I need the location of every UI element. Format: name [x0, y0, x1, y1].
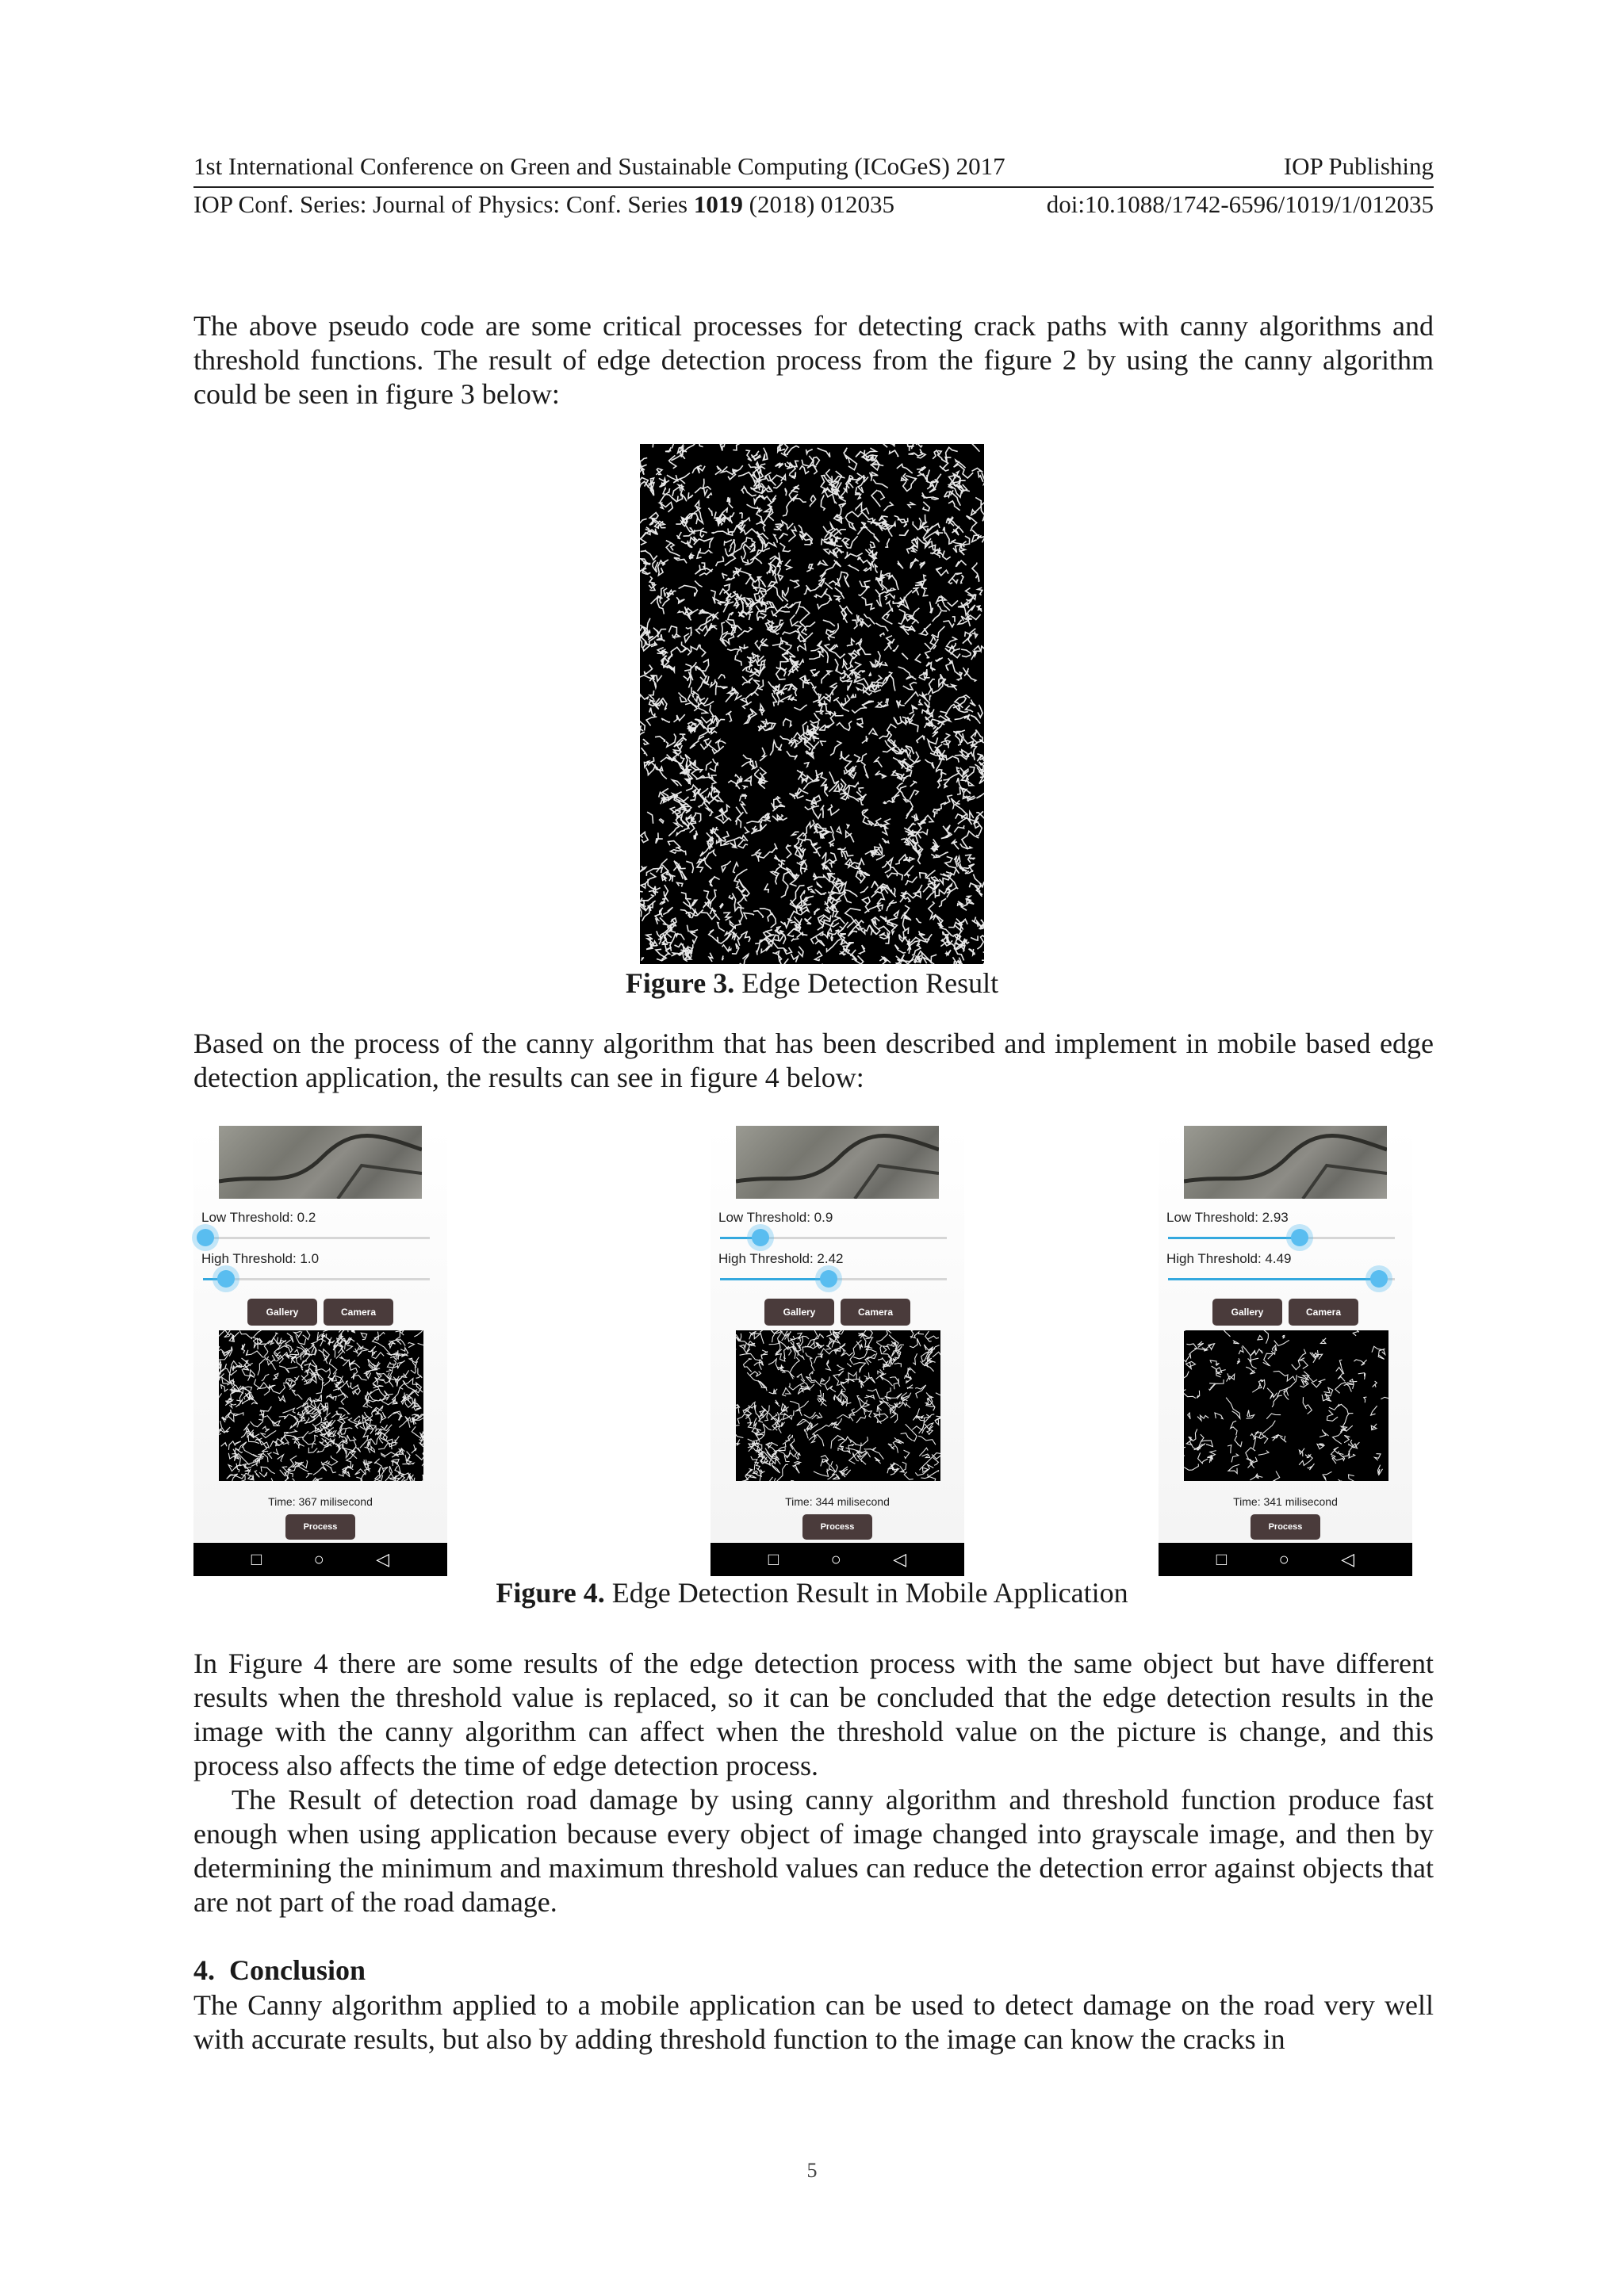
- process-button[interactable]: Process: [802, 1514, 872, 1540]
- figure-3-image: [640, 444, 984, 964]
- square-icon[interactable]: □: [1216, 1549, 1228, 1569]
- slider-thumb[interactable]: [752, 1229, 769, 1246]
- gallery-button[interactable]: Gallery: [247, 1299, 317, 1326]
- slider-thumb[interactable]: [1291, 1229, 1308, 1246]
- triangle-icon[interactable]: ◁: [376, 1549, 390, 1569]
- header-rule: [193, 186, 1434, 188]
- low-threshold-label: Low Threshold: 0.2: [201, 1210, 316, 1225]
- page-number: 5: [806, 2159, 818, 2182]
- processing-time: Time: 367 milisecond: [268, 1495, 373, 1508]
- slider-thumb[interactable]: [820, 1270, 837, 1288]
- circle-icon[interactable]: ○: [1278, 1549, 1289, 1569]
- high-threshold-slider[interactable]: [720, 1278, 947, 1280]
- section-number: 4.: [193, 1954, 215, 1986]
- low-threshold-slider[interactable]: [203, 1237, 430, 1239]
- high-threshold-slider[interactable]: [1168, 1278, 1395, 1280]
- gallery-button[interactable]: Gallery: [764, 1299, 834, 1326]
- phone-screenshot-1: [193, 1126, 447, 1576]
- publisher-name: IOP Publishing: [1283, 152, 1434, 180]
- camera-button[interactable]: Camera: [841, 1299, 910, 1326]
- process-button[interactable]: Process: [1251, 1514, 1320, 1540]
- circle-icon[interactable]: ○: [830, 1549, 841, 1569]
- road-photo: [219, 1126, 422, 1199]
- circle-icon[interactable]: ○: [313, 1549, 324, 1569]
- processing-time: Time: 341 milisecond: [1233, 1495, 1338, 1508]
- android-nav-bar: [1159, 1543, 1412, 1576]
- paragraph-4: The Result of detection road damage by using canny algorithm and threshold function produce fast enough when using application because every object of image changed into grayscale image, and then by determining the minimum and maximum threshold values can reduce the detection error against objects that are not part of the road damage.: [193, 1784, 1434, 1918]
- series-suffix: (2018) 012035: [742, 190, 895, 218]
- figure-3-caption: [0, 966, 1624, 1001]
- series-volume: 1019: [693, 190, 743, 218]
- phone-screenshot-2: [710, 1126, 964, 1576]
- high-threshold-slider[interactable]: [203, 1278, 430, 1280]
- edge-map: [640, 444, 984, 964]
- slider-thumb[interactable]: [1370, 1270, 1388, 1288]
- figure-4-label: Figure 4.: [496, 1577, 605, 1609]
- road-photo: [736, 1126, 939, 1199]
- gallery-button[interactable]: Gallery: [1212, 1299, 1282, 1326]
- low-threshold-slider[interactable]: [1168, 1237, 1395, 1239]
- edge-result-image: [219, 1330, 423, 1481]
- figure-4-caption: [0, 1576, 1624, 1610]
- running-header: [193, 151, 1434, 182]
- high-threshold-label: High Threshold: 4.49: [1166, 1251, 1292, 1266]
- edge-result-image: [736, 1330, 940, 1481]
- paragraph-1: The above pseudo code are some critical processes for detecting crack paths with canny algorithms and threshold functions. The result of edge detection process from the figure 2 by using the canny algorithm could be seen in figure 3 below:: [193, 310, 1434, 410]
- square-icon[interactable]: □: [251, 1549, 262, 1569]
- triangle-icon[interactable]: ◁: [893, 1549, 907, 1569]
- process-button[interactable]: Process: [285, 1514, 355, 1540]
- section-title: Conclusion: [229, 1954, 366, 1986]
- paragraph-2: Based on the process of the canny algorithm that has been described and implement in mobile based edge detection application, the results can see in figure 4 below:: [193, 1027, 1434, 1093]
- camera-button[interactable]: Camera: [1289, 1299, 1358, 1326]
- camera-button[interactable]: Camera: [324, 1299, 393, 1326]
- low-threshold-slider[interactable]: [720, 1237, 947, 1239]
- section-heading: [193, 1954, 366, 1988]
- figure-3-label: Figure 3.: [625, 967, 735, 999]
- high-threshold-label: High Threshold: 2.42: [718, 1251, 844, 1266]
- edge-result-image: [1184, 1330, 1388, 1481]
- series-header: [193, 189, 1434, 220]
- slider-thumb[interactable]: [197, 1229, 214, 1246]
- road-photo: [1184, 1126, 1387, 1199]
- android-nav-bar: [193, 1543, 447, 1576]
- high-threshold-label: High Threshold: 1.0: [201, 1251, 320, 1266]
- series-prefix: IOP Conf. Series: Journal of Physics: Conf. Series: [193, 190, 694, 218]
- figure-4-title: Edge Detection Result in Mobile Application: [604, 1577, 1128, 1609]
- figure-3-title: Edge Detection Result: [734, 967, 999, 999]
- paragraph-5: The Canny algorithm applied to a mobile application can be used to detect damage on the road very well with accurate results, but also by adding threshold function to the image can know the cracks in: [193, 1989, 1434, 2055]
- triangle-icon[interactable]: ◁: [1341, 1549, 1355, 1569]
- doi: doi:10.1088/1742-6596/1019/1/012035: [1046, 190, 1434, 218]
- processing-time: Time: 344 milisecond: [785, 1495, 890, 1508]
- square-icon[interactable]: □: [768, 1549, 779, 1569]
- slider-thumb[interactable]: [217, 1270, 235, 1288]
- conference-name: 1st International Conference on Green and Sustainable Computing (ICoGeS) 2017: [193, 152, 1005, 180]
- phone-screenshot-3: [1159, 1126, 1412, 1576]
- paragraph-3: In Figure 4 there are some results of the edge detection process with the same object but have different results when the threshold value is replaced, so it can be concluded that the edge detection results in the image with the canny algorithm can affect when the threshold value on the picture is change, and this process also affects the time of edge detection process.: [193, 1647, 1434, 1781]
- low-threshold-label: Low Threshold: 0.9: [718, 1210, 833, 1225]
- series-line: [193, 189, 894, 220]
- low-threshold-label: Low Threshold: 2.93: [1166, 1210, 1289, 1225]
- android-nav-bar: [710, 1543, 964, 1576]
